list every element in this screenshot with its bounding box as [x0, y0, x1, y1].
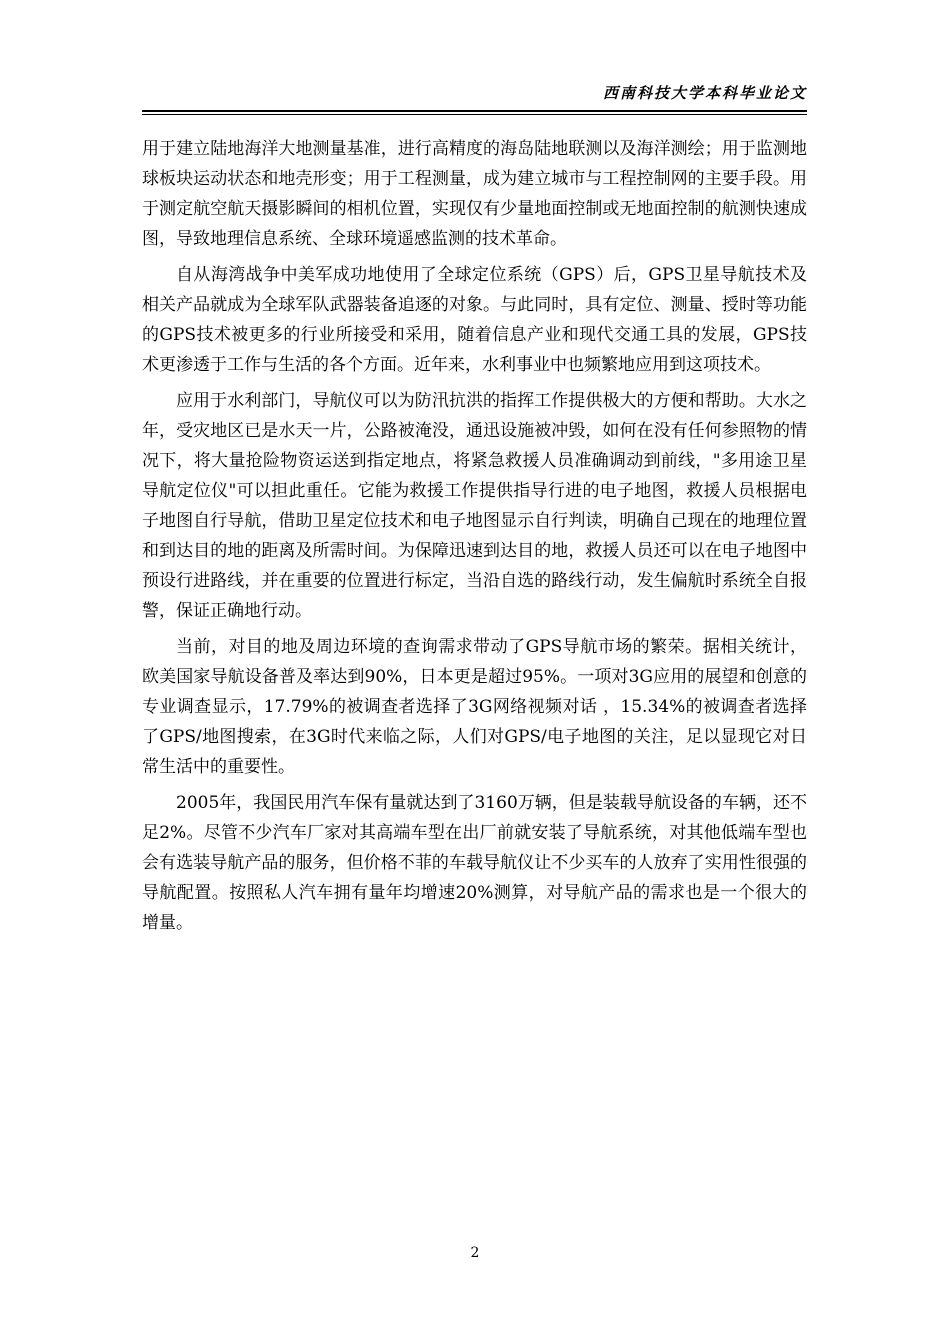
header-title: 西南科技大学本科毕业论文	[602, 84, 807, 102]
body-text	[142, 134, 807, 938]
page-header	[142, 82, 807, 106]
paragraph-4: 当前，对目的地及周边环境的查询需求带动了GPS导航市场的繁荣。据相关统计，欧美国家导航设备普及率达到90%，日本更是超过95%。一项对3G应用的展望和创意的专业调查显示，17.79%的被调查者选择了3G网络视频对话 ，15.34%的被调查者选择了GPS/地图搜索，在3G时代来临之际，人们对GPS/电子地图的关注，足以显现它对日常生活中的重要性。	[142, 637, 807, 777]
header-rule	[142, 110, 807, 112]
paragraph-3: 应用于水利部门，导航仪可以为防汛抗洪的指挥工作提供极大的方便和帮助。大水之年，受灾地区已是水天一片，公路被淹没，通迅设施被冲毁，如何在没有任何参照物的情况下，将大量抢险物资运送到指定地点，将紧急救援人员准确调动到前线，"多用途卫星导航定位仪"可以担此重任。它能为救援工作提供指导行进的电子地图，救援人员根据电子地图自行导航，借助卫星定位技术和电子地图显示自行判读，明确自己现在的地理位置和到达目的地的距离及所需时间。为保障迅速到达目的地，救援人员还可以在电子地图中预设行进路线，并在重要的位置进行标定，当沿自选的路线行动，发生偏航时系统全自报警，保证正确地行动。	[142, 391, 807, 621]
header-rule-thin	[142, 114, 807, 115]
page-number: 2	[470, 1245, 480, 1261]
paragraph-5: 2005年，我国民用汽车保有量就达到了3160万辆，但是装载导航设备的车辆，还不足2%。尽管不少汽车厂家对其高端车型在出厂前就安装了导航系统，对其他低端车型也会有选装导航产品的服务，但价格不菲的车载导航仪让不少买车的人放弃了实用性很强的导航配置。按照私人汽车拥有量年均增速20%测算，对导航产品的需求也是一个很大的增量。	[142, 793, 807, 933]
paragraph-1: 用于建立陆地海洋大地测量基准，进行高精度的海岛陆地联测以及海洋测绘；用于监测地球板块运动状态和地壳形变；用于工程测量，成为建立城市与工程控制网的主要手段。用于测定航空航天摄影瞬间的相机位置，实现仅有少量地面控制或无地面控制的航测快速成图，导致地理信息系统、全球环境遥感监测的技术革命。	[142, 139, 807, 249]
paragraph-2: 自从海湾战争中美军成功地使用了全球定位系统（GPS）后，GPS卫星导航技术及相关产品就成为全球军队武器装备追逐的对象。与此同时，具有定位、测量、授时等功能的GPS技术被更多的行业所接受和采用，随着信息产业和现代交通工具的发展，GPS技术更渗透于工作与生活的各个方面。近年来，水利事业中也频繁地应用到这项技术。	[142, 265, 807, 375]
